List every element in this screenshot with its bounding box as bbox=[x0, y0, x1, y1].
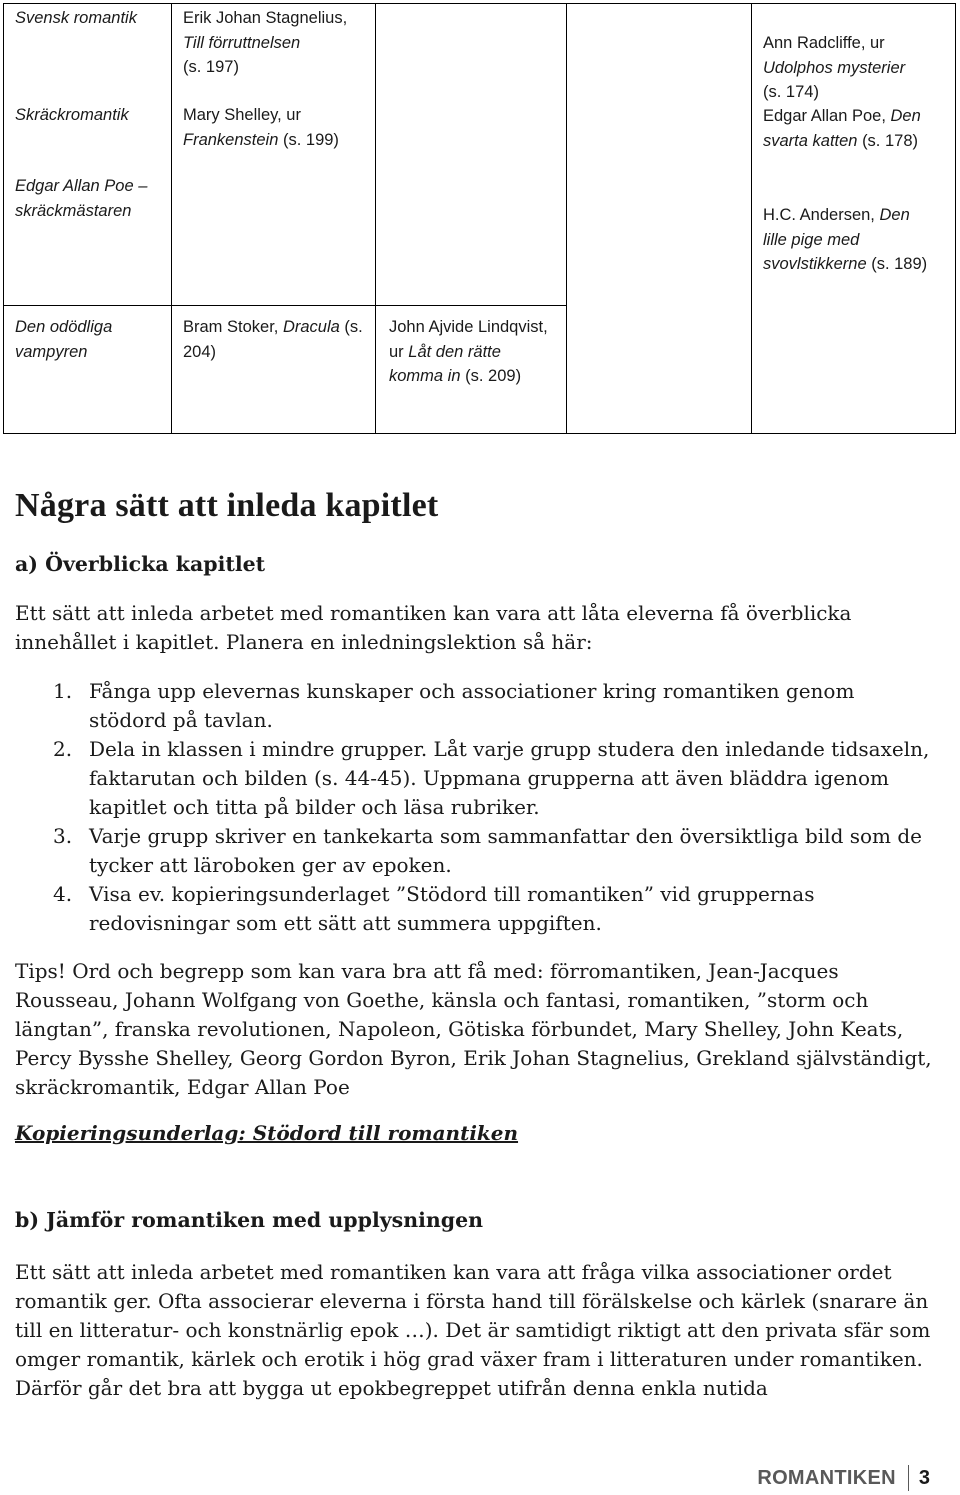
text-title: Frankenstein bbox=[183, 130, 279, 149]
text-entry bbox=[763, 203, 933, 277]
text-entry bbox=[763, 31, 948, 105]
list-number: 4. bbox=[53, 882, 73, 906]
list-text: Varje grupp skriver en tankekarta som sammanfattar den översiktliga bild som de tycker att läroboken ger av epoken. bbox=[89, 824, 922, 877]
list-number: 2. bbox=[53, 737, 73, 761]
table-border-right bbox=[955, 3, 956, 434]
list-item bbox=[15, 880, 935, 938]
text-title: Den lille pige med svovlstikkerne bbox=[763, 206, 910, 273]
text-page: (s. 174) bbox=[763, 83, 819, 101]
list-number: 1. bbox=[53, 679, 73, 703]
page-footer bbox=[757, 1465, 930, 1491]
list-item bbox=[15, 822, 935, 880]
text-page: (s. 204) bbox=[183, 318, 363, 361]
text-title: Den svarta katten bbox=[763, 107, 921, 150]
text-page: (s. 178) bbox=[862, 131, 918, 150]
list-item bbox=[15, 735, 935, 822]
tips-paragraph: Tips! Ord och begrepp som kan vara bra att få med: förromantiken, Jean-Jacques Rousseau, Johann Wolfgang von Goethe, känsla och fantasi, romantiken, ”storm och längtan”, franska revolutionen, Napoleon, Götiska förbundet, Mary Shelley, John Keats, Percy Bysshe Shelley, Georg Gordon Byron, Erik Johan Stagnelius, Grekland självständigt, skräckromantik, Edgar Allan Poe bbox=[15, 959, 932, 1099]
list-text: Visa ev. kopieringsunderlaget ”Stödord till romantiken” vid gruppernas redovisningar som ett sätt att summera uppgiften. bbox=[89, 882, 815, 935]
table-row-divider bbox=[3, 305, 567, 306]
text-title: Dracula bbox=[282, 318, 340, 336]
text-title: Till förruttnelsen bbox=[183, 33, 301, 52]
text-entry bbox=[183, 6, 368, 80]
subsection-b-title: b) Jämför romantiken med upplysningen bbox=[15, 1208, 484, 1232]
text-author: Bram Stoker, bbox=[183, 318, 279, 336]
text-entry bbox=[763, 104, 948, 153]
text-entry bbox=[389, 315, 559, 389]
table-col-divider bbox=[375, 3, 376, 434]
section-heading: Några sätt att inleda kapitlet bbox=[15, 487, 439, 524]
lesson-steps-list bbox=[15, 677, 935, 938]
theme-label: Edgar Allan Poe – skräckmästaren bbox=[15, 177, 148, 220]
subsection-a-title: a) Överblicka kapitlet bbox=[15, 552, 266, 576]
text-author: John Ajvide Lindqvist, ur bbox=[389, 318, 548, 361]
list-text: Fånga upp elevernas kunskaper och associationer kring romantiken genom stödord på tavlan. bbox=[89, 679, 855, 732]
footer-divider bbox=[908, 1465, 909, 1491]
intro-line: innehållet i kapitlet. Planera en inledningslektion så här: bbox=[15, 630, 593, 654]
text-page: (s. 189) bbox=[871, 255, 928, 273]
text-title: Udolphos mysterier bbox=[763, 58, 906, 77]
text-entry bbox=[183, 103, 368, 152]
table-col-divider bbox=[751, 3, 752, 434]
intro-paragraph bbox=[15, 599, 935, 657]
text-author: Ann Radcliffe, ur bbox=[763, 34, 885, 52]
table-border-top bbox=[3, 3, 956, 4]
table-cell-theme-vampire bbox=[15, 315, 155, 364]
list-number: 3. bbox=[53, 824, 73, 848]
text-page: (s. 197) bbox=[183, 58, 239, 76]
text-title: Låt den rätte komma in bbox=[389, 342, 501, 385]
text-page: (s. 209) bbox=[465, 367, 522, 385]
theme-label: Skräckromantik bbox=[15, 106, 129, 124]
comparison-paragraph: Ett sätt att inleda arbetet med romantiken kan vara att fråga vilka associationer ordet romantik ger. Ofta associerar eleverna i första hand till förälskelse och kärlek (snarare än till en litteratur- och konstnärlig epok …). Det är samtidigt riktigt att den privata sfär som omger romantik, kärlek och erotik i hög grad växer fram i litteraturen under romantiken. Därför går det bra att bygga ut epokbegreppet utifrån denna enkla nutida bbox=[15, 1260, 931, 1400]
table-col-divider bbox=[171, 3, 172, 434]
text-author: Edgar Allan Poe, bbox=[763, 107, 886, 125]
copy-material-link[interactable]: Kopieringsunderlag: Stödord till romantiken bbox=[15, 1121, 519, 1145]
page-number: 3 bbox=[918, 1466, 930, 1489]
table-border-left bbox=[3, 3, 4, 434]
text-author: H.C. Andersen, bbox=[763, 206, 875, 224]
text-page: (s. 199) bbox=[282, 130, 339, 149]
text-author: Mary Shelley, ur bbox=[183, 106, 301, 124]
table-col-divider bbox=[566, 3, 567, 434]
intro-line: Ett sätt att inleda arbetet med romantiken kan vara att låta eleverna få överblicka bbox=[15, 601, 852, 625]
list-item bbox=[15, 677, 935, 735]
list-text: Dela in klassen i mindre grupper. Låt varje grupp studera den inledande tidsaxeln, faktarutan och bilden (s. 44-45). Uppmana grupperna att även bläddra igenom kapitlet och titta på bilder och läsa rubriker. bbox=[89, 737, 930, 819]
theme-label: Svensk romantik bbox=[15, 9, 137, 27]
theme-label: Den odödliga vampyren bbox=[15, 318, 113, 361]
table-border-bottom bbox=[3, 433, 956, 434]
text-entry bbox=[183, 315, 368, 364]
footer-brand: ROMANTIKEN bbox=[757, 1466, 896, 1489]
text-author: Erik Johan Stagnelius, bbox=[183, 9, 348, 27]
reading-table bbox=[3, 3, 956, 434]
